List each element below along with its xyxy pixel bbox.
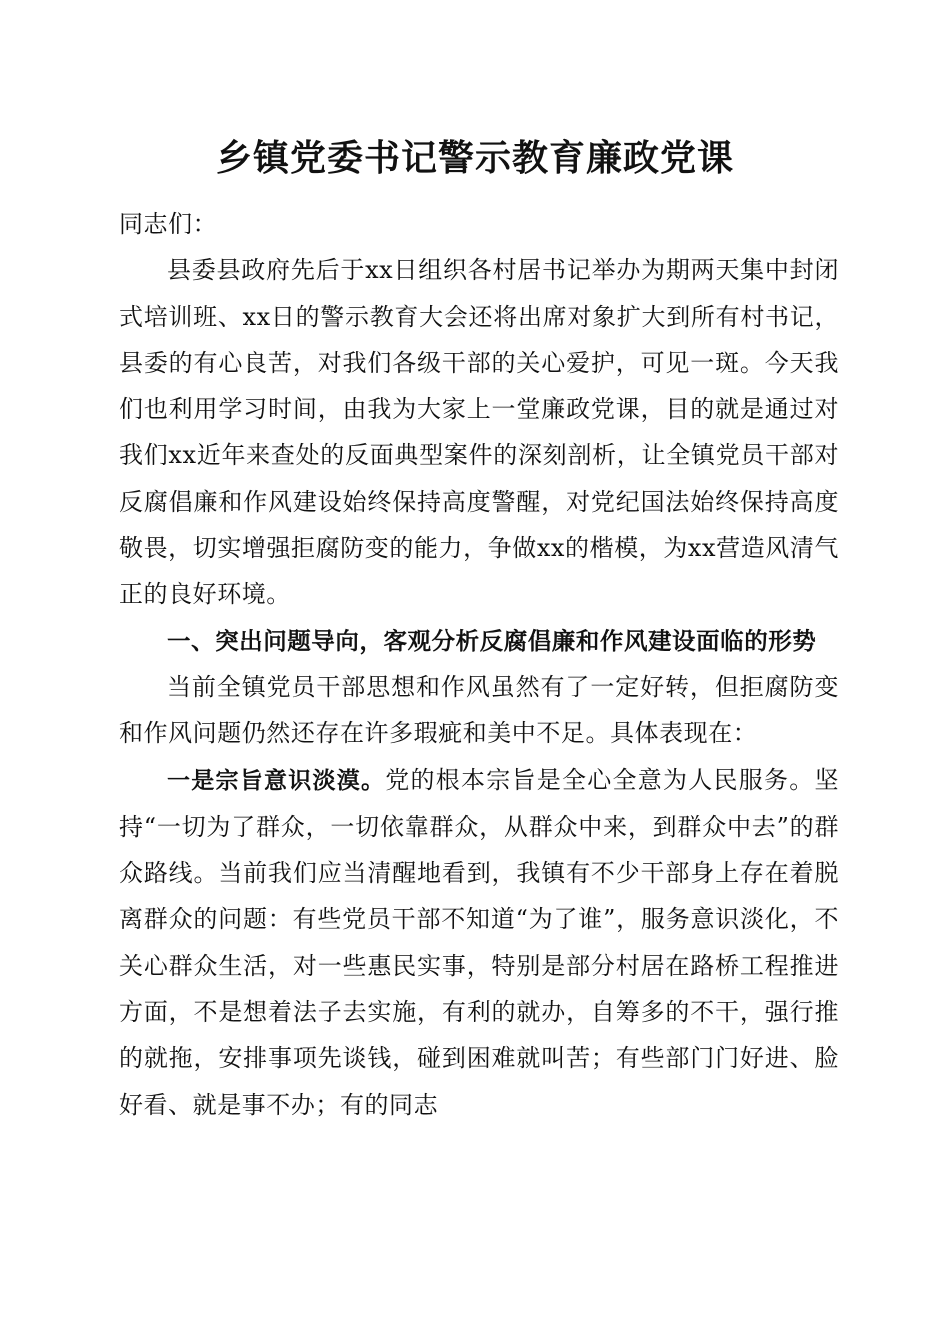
point-one-paragraph	[119, 757, 839, 1128]
situation-paragraph: 当前全镇党员干部思想和作风虽然有了一定好转，但拒腐防变和作风问题仍然还存在许多瑕疵和美中不足。具体表现在：	[119, 672, 839, 748]
salutation: 同志们：	[119, 210, 218, 238]
section-heading: 一、突出问题导向，客观分析反腐倡廉和作风建设面临的形势	[167, 626, 817, 655]
document-title: 乡镇党委书记警示教育廉政党课	[215, 137, 734, 179]
document-body	[119, 201, 839, 1128]
point-one-lead: 一是宗旨意识淡漠。	[167, 767, 386, 794]
point-one-text: 党的根本宗旨是全心全意为人民服务。坚持“一切为了群众，一切依靠群众，从群众中来，到群众中去”的群众路线。当前我们应当清醒地看到，我镇有不少干部身上存在着脱离群众的问题：有些党员干部不知道“为了谁”，服务意识淡化，不关心群众生活，对一些惠民实事，特别是部分村居在路桥工程推进方面，不是想着法子去实施，有利的就办，自筹多的不干，强行推的就拖，安排事项先谈钱，碰到困难就叫苦；有些部门门好进、脸好看、就是事不办；有的同志	[119, 765, 839, 1119]
intro-paragraph: 县委县政府先后于xx日组织各村居书记举办为期两天集中封闭式培训班、xx日的警示教育大会还将出席对象扩大到所有村书记，县委的有心良苦，对我们各级干部的关心爱护，可见一斑。今天我们也利用学习时间，由我为大家上一堂廉政党课，目的就是通过对我们xx近年来查处的反面典型案件的深刻剖析，让全镇党员干部对反腐倡廉和作风建设始终保持高度警醒，对党纪国法始终保持高度敬畏，切实增强拒腐防变的能力，争做xx的楷模，为xx营造风清气正的良好环境。	[119, 256, 839, 609]
